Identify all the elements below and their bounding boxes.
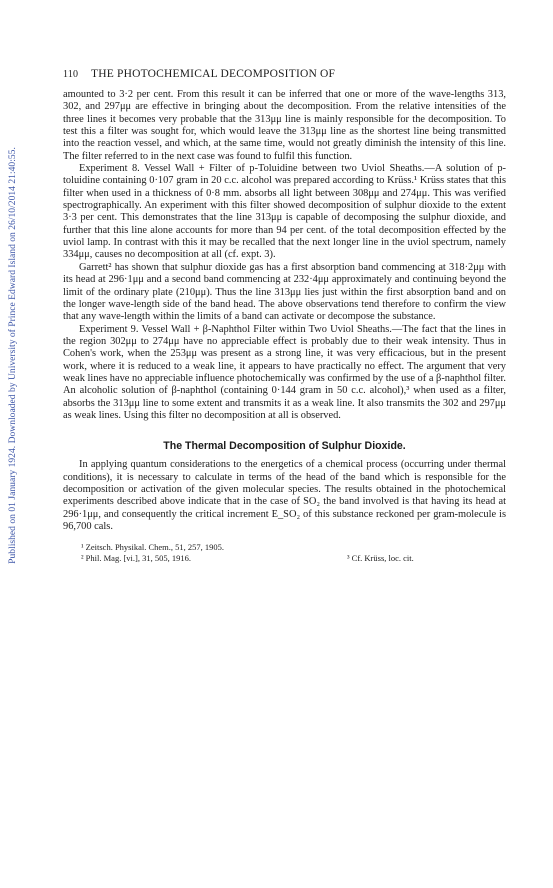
footnotes [63,542,506,563]
paragraph-garrett: Garrett² has shown that sulphur dioxide gas has a first absorption band commencing at 318·2μμ with its head at 296·1μμ and a second band commencing at 232·4μμ approximately and continuing beyond the limit of the ordinary plate (210μμ). Thus the line 313μμ lies just within the first absorption band and on the longer wave-length side of the band head. The above observations tend therefore to confirm the view that any wave-length within the limits of a band can activate or decompose the substance. [63,261,506,323]
download-watermark-text: Published on 01 January 1924. Downloaded by University of Prince Edward Island on 26/10/2014 21:40:55. [6,146,18,564]
footnote-1: ¹ Zeitsch. Physikal. Chem., 51, 257, 1905. [81,542,225,553]
section-heading: The Thermal Decomposition of Sulphur Dioxide. [163,440,406,453]
download-watermark [6,95,18,615]
running-header [63,68,506,80]
paragraph-experiment-9: Experiment 9. Vessel Wall + β-Naphthol Filter within Two Uviol Sheaths.—The fact that the lines in the region 302μμ to 274μμ have no appreciable effect is probably due to their weak intensity. Thus in Cohen's work, when the 253μμ was present as a strong line, it was very efficacious, but in the present work, where it is reduced to a weak line, it appears to have practically no effect. The argument that very weak lines have no appreciable influence photochemically was confirmed by the use of a β-naphthol filter. An alcoholic solution of β-naphthol (containing 0·144 gram in 50 c.c. alcohol),³ when used as a filter, absorbs the 313μμ line to some extent and transmits it as a weak line. It also transmits the 302 and 297μμ as weak lines. Using this filter no decomposition at all is observed. [63,323,506,421]
page-number: 110 [63,69,79,80]
running-title: THE PHOTOCHEMICAL DECOMPOSITION OF [91,68,336,80]
paragraph-experiment-8: Experiment 8. Vessel Wall + Filter of p-Toluidine between two Uviol Sheaths.—A solution of p-toluidine containing 0·107 gram in 20 c.c. alcohol was prepared according to Krüss.¹ Krüss states that this filter when used in a thickness of 0·8 mm. absorbs all light between 308μμ and 274μμ. This was verified spectrographically. An experiment with this filter showed decomposition of sulphur dioxide to the extent 3·3 per cent. This demonstrates that the line 313μμ is capable of decomposing the sulphur dioxide, and further that this line alone accounts for more than 94 per cent. of the total decomposition effected by the uviol lamp. In contrast with this it may be recalled that the next longer line in the uviol spectrum, namely 334μμ, causes no decomposition at all (cf. expt. 3). [63,163,506,261]
footnote-3: ³ Cf. Krüss, loc. cit. [347,552,414,563]
page-content [63,68,506,564]
footnote-2: ² Phil. Mag. [vi.], 31, 505, 1916. [81,552,191,563]
paragraph-thermal: In applying quantum considerations to the energetics of a chemical process (occurring under thermal conditions), it is necessary to calculate in terms of the head of the band which is responsible for the decomposition or activation of the given molecular species. The results obtained in the photochemical experiments described above indicate that in the case of SO₂ the band involved is that having its head at 296·1μμ, and consequently the critical increment E_SO₂ of this substance reckoned per gram-molecule is 96,700 cals. [63,459,506,532]
paragraph-1: amounted to 3·2 per cent. From this result it can be inferred that one or more of the wave-lengths 313, 302, and 297μμ are effective in bringing about the decomposition. From the relative intensities of the three lines it becomes very probable that the 313μμ line is mainly responsible for the decomposition. To test this a filter was sought for, which would leave the 313μμ line as the shortest line being transmitted into the reaction vessel, and which, at the same time, would not greatly diminish the intensity of this line. The filter referred to in the next case was found to fulfil this function. [63,89,506,162]
